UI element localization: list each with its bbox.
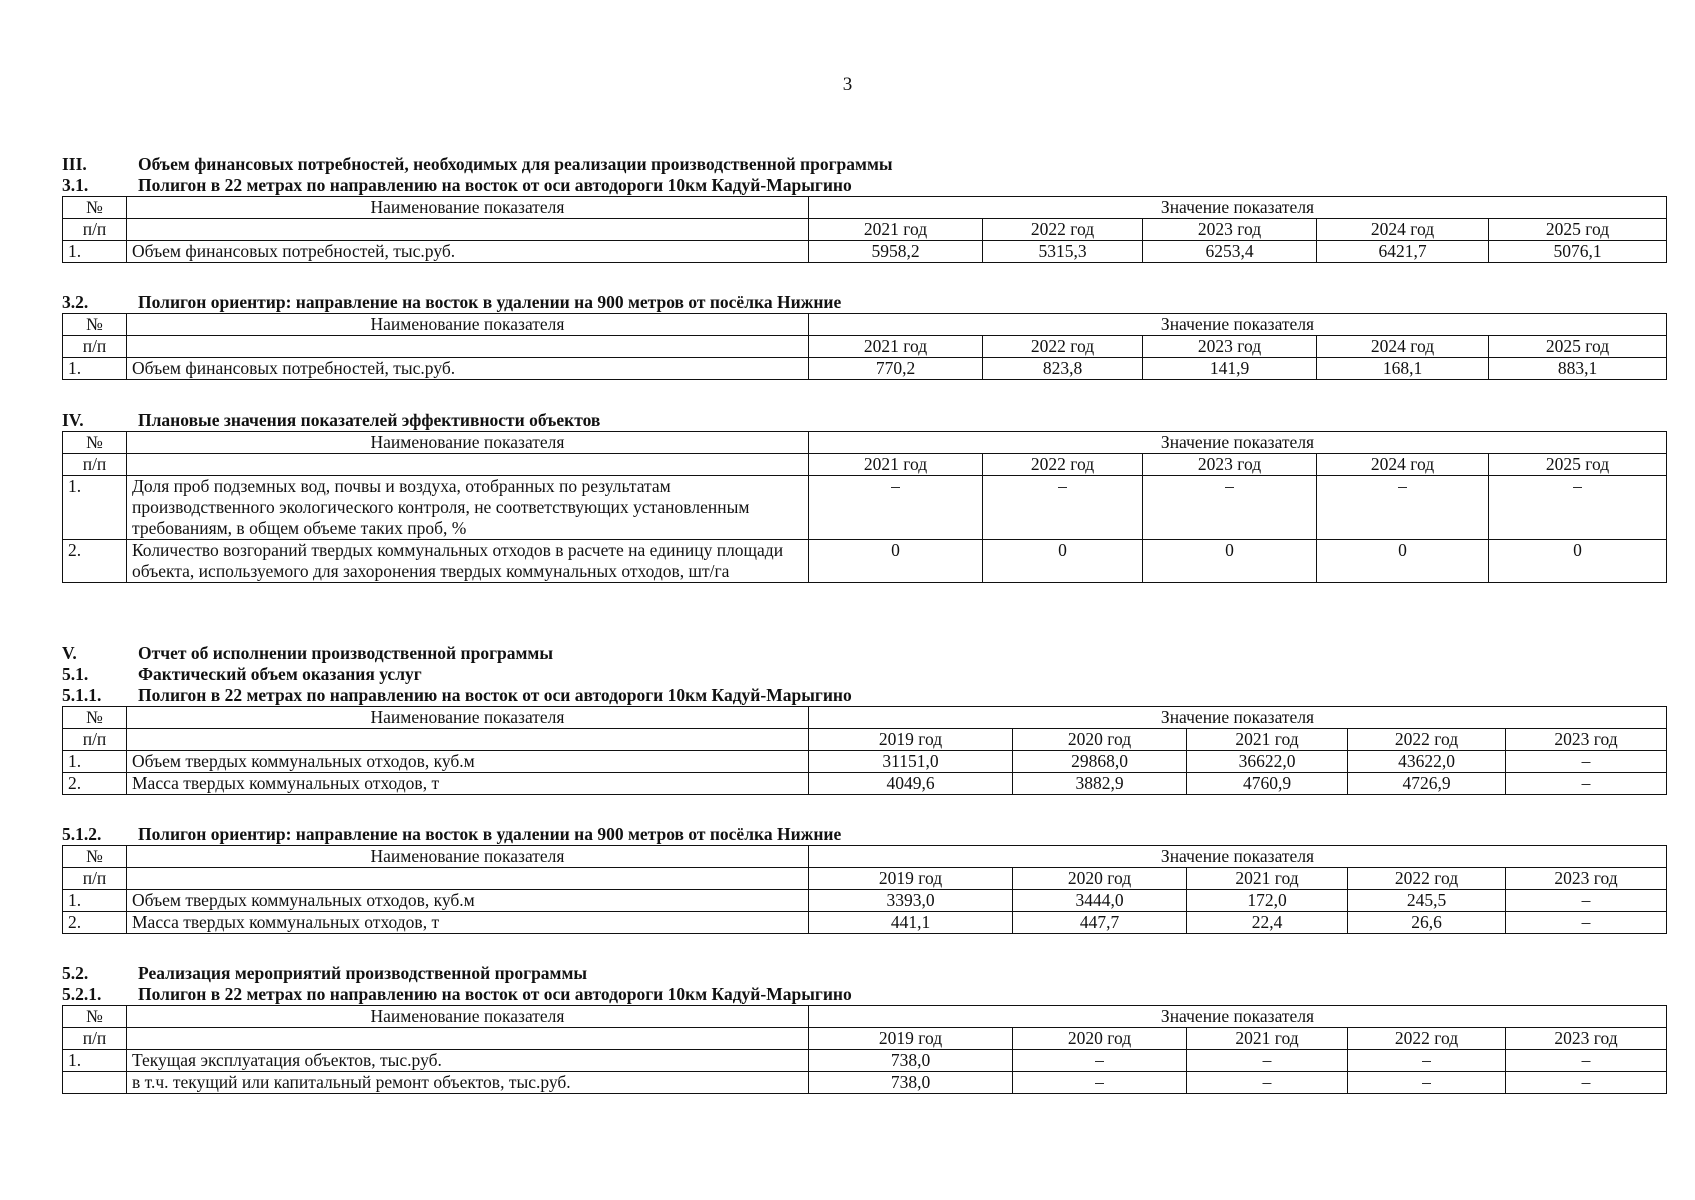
- row-value: 5315,3: [983, 241, 1143, 263]
- table-row: [63, 476, 1667, 540]
- row-value: –: [1348, 1072, 1506, 1094]
- row-value: 0: [1143, 540, 1317, 583]
- section-heading: [62, 410, 1666, 431]
- row-value: 36622,0: [1187, 751, 1348, 773]
- table-header-row: [63, 219, 1667, 241]
- row-value: 6421,7: [1317, 241, 1489, 263]
- row-value: 4726,9: [1348, 773, 1506, 795]
- header-year: 2024 год: [1317, 336, 1489, 358]
- subsection-heading: [62, 175, 1666, 196]
- row-number: 1.: [63, 476, 127, 540]
- row-value: 43622,0: [1348, 751, 1506, 773]
- subsection-number: 3.1.: [62, 175, 89, 195]
- header-indicator-name: Наименование показателя: [127, 707, 809, 729]
- subsection-heading: [62, 664, 1666, 685]
- table-row: [63, 773, 1667, 795]
- header-number: №: [63, 707, 127, 729]
- row-value: 26,6: [1348, 912, 1506, 934]
- table-header-row: [63, 729, 1667, 751]
- subsection-heading: [62, 292, 1666, 313]
- table-header-row: [63, 868, 1667, 890]
- row-indicator-name: Объем твердых коммунальных отходов, куб.м: [127, 890, 809, 912]
- header-empty: [127, 454, 809, 476]
- table-5-1-1: [62, 706, 1667, 795]
- header-year: 2023 год: [1506, 1028, 1667, 1050]
- header-year: 2021 год: [809, 454, 983, 476]
- row-value: –: [1317, 476, 1489, 540]
- header-number: №: [63, 197, 127, 219]
- row-indicator-name: в т.ч. текущий или капитальный ремонт объектов, тыс.руб.: [127, 1072, 809, 1094]
- header-year: 2025 год: [1489, 454, 1667, 476]
- section-number: III.: [62, 154, 87, 174]
- row-value: 770,2: [809, 358, 983, 380]
- subsection-title: Полигон в 22 метрах по направлению на восток от оси автодороги 10км Кадуй-Марыгино: [138, 685, 852, 705]
- header-number-sub: п/п: [63, 729, 127, 751]
- row-indicator-name: Количество возгораний твердых коммунальных отходов в расчете на единицу площади объекта, используемого для захоронения твердых коммунальных отходов, шт/га: [127, 540, 809, 583]
- header-year: 2025 год: [1489, 336, 1667, 358]
- header-year: 2019 год: [809, 868, 1013, 890]
- subsection-number: 5.1.1.: [62, 685, 102, 705]
- header-indicator-name: Наименование показателя: [127, 846, 809, 868]
- row-value: –: [1013, 1072, 1187, 1094]
- header-year: 2024 год: [1317, 454, 1489, 476]
- section-heading: [62, 154, 1666, 175]
- row-indicator-name: Объем финансовых потребностей, тыс.руб.: [127, 241, 809, 263]
- row-value: –: [1506, 1072, 1667, 1094]
- row-indicator-name: Доля проб подземных вод, почвы и воздуха, отобранных по результатам производственного экологического контроля, не соответствующих установленным требованиям, в общем объеме таких проб, %: [127, 476, 809, 540]
- row-value: –: [1506, 751, 1667, 773]
- table-row: [63, 1072, 1667, 1094]
- section-title: Плановые значения показателей эффективности объектов: [138, 410, 601, 430]
- subsection-number: 5.1.: [62, 664, 89, 684]
- header-year: 2022 год: [983, 454, 1143, 476]
- row-value: 31151,0: [809, 751, 1013, 773]
- row-value: 0: [1317, 540, 1489, 583]
- row-value: –: [1506, 773, 1667, 795]
- section-4: [62, 410, 1666, 583]
- subsection-heading: [62, 685, 1666, 706]
- row-value: 883,1: [1489, 358, 1667, 380]
- subsection-heading: [62, 963, 1666, 984]
- subsection-title: Полигон в 22 метрах по направлению на восток от оси автодороги 10км Кадуй-Марыгино: [138, 175, 852, 195]
- header-number-sub: п/п: [63, 219, 127, 241]
- header-number: №: [63, 314, 127, 336]
- section-5-1-2: [62, 824, 1666, 934]
- row-value: 141,9: [1143, 358, 1317, 380]
- header-number-sub: п/п: [63, 1028, 127, 1050]
- header-year: 2022 год: [983, 336, 1143, 358]
- header-indicator-value: Значение показателя: [809, 197, 1667, 219]
- row-number: [63, 1072, 127, 1094]
- table-header-row: [63, 454, 1667, 476]
- table-header-row: [63, 1006, 1667, 1028]
- table-3-2: [62, 313, 1667, 380]
- header-year: 2023 год: [1143, 219, 1317, 241]
- row-number: 1.: [63, 751, 127, 773]
- header-empty: [127, 336, 809, 358]
- row-indicator-name: Объем финансовых потребностей, тыс.руб.: [127, 358, 809, 380]
- row-value: 22,4: [1187, 912, 1348, 934]
- table-row: [63, 890, 1667, 912]
- header-year: 2020 год: [1013, 868, 1187, 890]
- subsection-title: Полигон в 22 метрах по направлению на восток от оси автодороги 10км Кадуй-Марыгино: [138, 984, 852, 1004]
- row-indicator-name: Масса твердых коммунальных отходов, т: [127, 912, 809, 934]
- header-year: 2022 год: [1348, 729, 1506, 751]
- row-value: 5076,1: [1489, 241, 1667, 263]
- row-value: –: [809, 476, 983, 540]
- row-value: –: [1143, 476, 1317, 540]
- header-year: 2020 год: [1013, 1028, 1187, 1050]
- table-row: [63, 1050, 1667, 1072]
- row-value: –: [1506, 912, 1667, 934]
- table-header-row: [63, 707, 1667, 729]
- header-indicator-name: Наименование показателя: [127, 432, 809, 454]
- header-year: 2022 год: [1348, 1028, 1506, 1050]
- header-year: 2022 год: [983, 219, 1143, 241]
- header-year: 2023 год: [1506, 868, 1667, 890]
- header-number: №: [63, 846, 127, 868]
- header-year: 2021 год: [1187, 729, 1348, 751]
- table-header-row: [63, 1028, 1667, 1050]
- row-value: –: [1506, 890, 1667, 912]
- row-value: –: [983, 476, 1143, 540]
- header-year: 2019 год: [809, 1028, 1013, 1050]
- subsection-title: Полигон ориентир: направление на восток в удалении на 900 метров от посёлка Нижние: [138, 292, 842, 312]
- header-indicator-value: Значение показателя: [809, 1006, 1667, 1028]
- table-header-row: [63, 197, 1667, 219]
- table-row: [63, 358, 1667, 380]
- table-5-2-1: [62, 1005, 1667, 1094]
- row-value: 441,1: [809, 912, 1013, 934]
- header-empty: [127, 1028, 809, 1050]
- header-indicator-name: Наименование показателя: [127, 197, 809, 219]
- table-row: [63, 241, 1667, 263]
- subsection-number: 5.2.1.: [62, 984, 102, 1004]
- table-3-1: [62, 196, 1667, 263]
- section-3-2: [62, 292, 1666, 380]
- header-year: 2021 год: [1187, 1028, 1348, 1050]
- section-title: Объем финансовых потребностей, необходимых для реализации производственной программы: [138, 154, 893, 174]
- row-value: 0: [809, 540, 983, 583]
- section-5-2: [62, 963, 1666, 1094]
- header-number-sub: п/п: [63, 868, 127, 890]
- table-4: [62, 431, 1667, 583]
- row-value: 3444,0: [1013, 890, 1187, 912]
- header-number: №: [63, 1006, 127, 1028]
- row-number: 2.: [63, 773, 127, 795]
- subsection-heading: [62, 984, 1666, 1005]
- row-value: 0: [983, 540, 1143, 583]
- row-value: –: [1187, 1072, 1348, 1094]
- row-value: 738,0: [809, 1072, 1013, 1094]
- section-3: [62, 154, 1666, 263]
- row-value: 4760,9: [1187, 773, 1348, 795]
- row-value: –: [1187, 1050, 1348, 1072]
- row-value: 447,7: [1013, 912, 1187, 934]
- row-number: 1.: [63, 241, 127, 263]
- row-value: –: [1013, 1050, 1187, 1072]
- row-value: 738,0: [809, 1050, 1013, 1072]
- row-value: 3393,0: [809, 890, 1013, 912]
- row-value: 168,1: [1317, 358, 1489, 380]
- row-indicator-name: Масса твердых коммунальных отходов, т: [127, 773, 809, 795]
- row-value: –: [1489, 476, 1667, 540]
- table-header-row: [63, 432, 1667, 454]
- row-value: 4049,6: [809, 773, 1013, 795]
- section-heading: [62, 643, 1666, 664]
- header-number: №: [63, 432, 127, 454]
- header-year: 2023 год: [1143, 454, 1317, 476]
- row-value: –: [1506, 1050, 1667, 1072]
- row-value: 823,8: [983, 358, 1143, 380]
- section-title: Отчет об исполнении производственной программы: [138, 643, 554, 663]
- subsection-number: 5.1.2.: [62, 824, 102, 844]
- header-year: 2019 год: [809, 729, 1013, 751]
- row-value: 5958,2: [809, 241, 983, 263]
- header-indicator-value: Значение показателя: [809, 707, 1667, 729]
- header-empty: [127, 729, 809, 751]
- row-value: 245,5: [1348, 890, 1506, 912]
- table-header-row: [63, 336, 1667, 358]
- row-number: 1.: [63, 1050, 127, 1072]
- row-number: 2.: [63, 540, 127, 583]
- row-indicator-name: Текущая эксплуатация объектов, тыс.руб.: [127, 1050, 809, 1072]
- header-year: 2024 год: [1317, 219, 1489, 241]
- page-number: 3: [842, 74, 853, 95]
- row-value: 172,0: [1187, 890, 1348, 912]
- row-value: –: [1348, 1050, 1506, 1072]
- header-indicator-name: Наименование показателя: [127, 314, 809, 336]
- header-year: 2022 год: [1348, 868, 1506, 890]
- header-year: 2021 год: [1187, 868, 1348, 890]
- subsection-title: Фактический объем оказания услуг: [138, 664, 422, 684]
- table-header-row: [63, 846, 1667, 868]
- row-value: 0: [1489, 540, 1667, 583]
- header-year: 2023 год: [1506, 729, 1667, 751]
- header-indicator-name: Наименование показателя: [127, 1006, 809, 1028]
- subsection-number: 5.2.: [62, 963, 89, 983]
- section-5: [62, 643, 1666, 795]
- header-year: 2021 год: [809, 336, 983, 358]
- section-number: V.: [62, 643, 77, 663]
- row-indicator-name: Объем твердых коммунальных отходов, куб.м: [127, 751, 809, 773]
- row-number: 1.: [63, 358, 127, 380]
- header-number-sub: п/п: [63, 336, 127, 358]
- header-year: 2025 год: [1489, 219, 1667, 241]
- row-number: 2.: [63, 912, 127, 934]
- subsection-title: Полигон ориентир: направление на восток в удалении на 900 метров от посёлка Нижние: [138, 824, 842, 844]
- table-row: [63, 912, 1667, 934]
- header-year: 2020 год: [1013, 729, 1187, 751]
- header-indicator-value: Значение показателя: [809, 314, 1667, 336]
- table-header-row: [63, 314, 1667, 336]
- row-value: 29868,0: [1013, 751, 1187, 773]
- subsection-number: 3.2.: [62, 292, 89, 312]
- header-empty: [127, 219, 809, 241]
- header-indicator-value: Значение показателя: [809, 432, 1667, 454]
- header-year: 2021 год: [809, 219, 983, 241]
- subsection-title: Реализация мероприятий производственной программы: [138, 963, 588, 983]
- row-number: 1.: [63, 890, 127, 912]
- row-value: 3882,9: [1013, 773, 1187, 795]
- table-row: [63, 751, 1667, 773]
- row-value: 6253,4: [1143, 241, 1317, 263]
- header-year: 2023 год: [1143, 336, 1317, 358]
- subsection-heading: [62, 824, 1666, 845]
- table-5-1-2: [62, 845, 1667, 934]
- header-indicator-value: Значение показателя: [809, 846, 1667, 868]
- header-empty: [127, 868, 809, 890]
- section-number: IV.: [62, 410, 84, 430]
- table-row: [63, 540, 1667, 583]
- header-number-sub: п/п: [63, 454, 127, 476]
